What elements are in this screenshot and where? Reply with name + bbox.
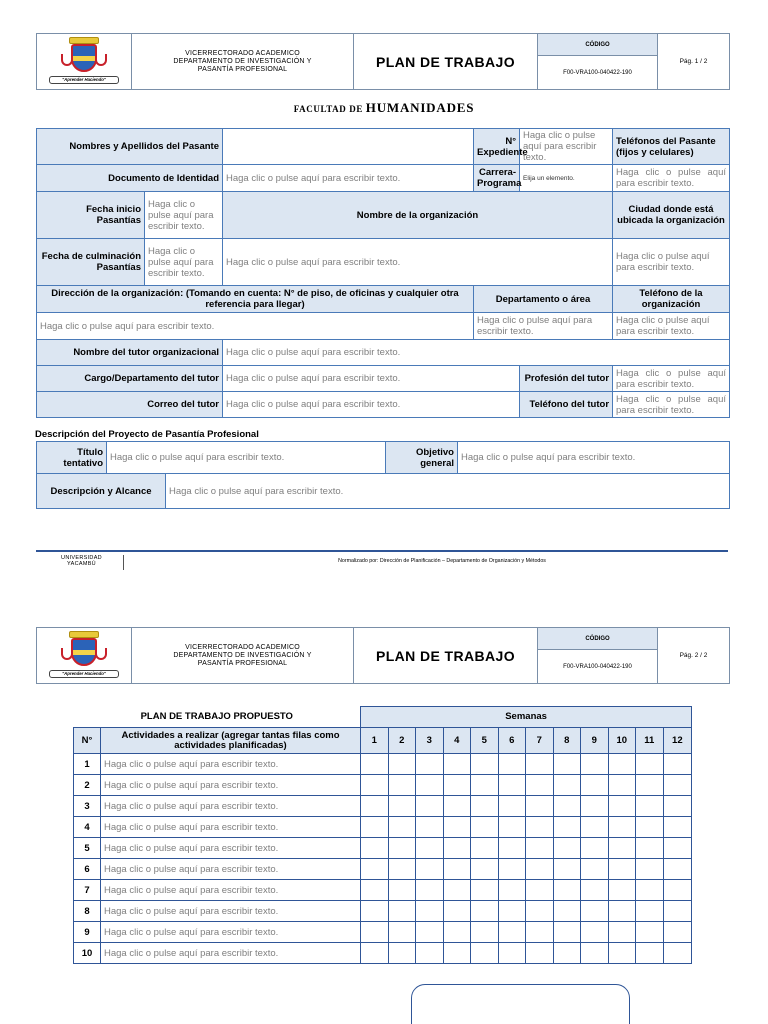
week-cell-6[interactable] [498,838,526,859]
week-cell-8[interactable] [553,838,581,859]
code-value: F00-VRA100-040422-190 [538,650,658,684]
row-number: 10 [74,943,101,964]
week-cell-2[interactable] [388,859,416,880]
week-cell-3[interactable] [416,880,444,901]
week-cell-7[interactable] [526,880,554,901]
alcance-field[interactable]: Haga clic o pulse aquí para escribir texto. [166,474,730,509]
activity-field[interactable]: Haga clic o pulse aquí para escribir texto. [101,880,361,901]
week-cell-11[interactable] [636,775,664,796]
week-cell-11[interactable] [636,754,664,775]
week-cell-12[interactable] [663,838,692,859]
activity-field[interactable]: Haga clic o pulse aquí para escribir texto. [101,754,361,775]
week-cell-5[interactable] [471,859,499,880]
department-name: VICERRECTORADO ACADEMICO DEPARTAMENTO DE INVESTIGACIÓN Y PASANTÍA PROFESIONAL [132,34,354,90]
faculty-heading: FACULTAD DE HUMANIDADES [293,100,475,115]
expediente-label: N° Expediente [474,129,520,165]
week-cell-12[interactable] [663,880,692,901]
week-cell-11[interactable] [636,922,664,943]
week-cell-2[interactable] [388,943,416,964]
week-cell-9[interactable] [581,838,609,859]
table-row [74,817,692,838]
activity-field[interactable]: Haga clic o pulse aquí para escribir texto. [101,901,361,922]
week-cell-7[interactable] [526,901,554,922]
expediente-field[interactable]: Haga clic o pulse aquí para escribir texto. [520,129,613,165]
table-row [74,880,692,901]
table-row [74,754,692,775]
week-cell-5[interactable] [471,880,499,901]
table-row [74,901,692,922]
week-cell-12[interactable] [663,817,692,838]
row-number: 5 [74,838,101,859]
logo-motto: "Aprender Haciendo" [49,670,119,678]
row-number: 2 [74,775,101,796]
fecha-inicio-label: Fecha inicio Pasantías [37,192,145,239]
titulo-field[interactable]: Haga clic o pulse aquí para escribir texto. [107,442,386,474]
week-cell-5[interactable] [471,817,499,838]
week-cell-11[interactable] [636,838,664,859]
fecha-inicio-field[interactable]: Haga clic o pulse aquí para escribir texto. [145,192,223,239]
alcance-label: Descripción y Alcance [37,474,166,509]
tutor-nombre-label: Nombre del tutor organizacional [37,340,223,366]
footer-university: UNIVERSIDAD YACAMBÚ [40,555,124,570]
ciudad-label: Ciudad donde está ubicada la organización [613,192,730,239]
week-cell-4[interactable] [443,838,471,859]
descripcion-section-title: Descripción del Proyecto de Pasantía Profesional [35,429,259,440]
week-cell-10[interactable] [608,838,636,859]
university-logo [53,36,115,88]
week-cell-10[interactable] [608,817,636,838]
week-cell-1[interactable] [361,922,389,943]
week-cell-6[interactable] [498,901,526,922]
footer-normalized-note: Normalizado por: Dirección de Planificación – Departamento de Organización y Métodos [338,558,546,564]
week-cell-2[interactable] [388,796,416,817]
week-cell-8[interactable] [553,880,581,901]
direccion-label: Dirección de la organización: (Tomando en cuenta: N° de piso, de oficinas y cualquier otra referencia para llegar) [37,286,474,313]
week-cell-12[interactable] [663,775,692,796]
document-title: PLAN DE TRABAJO [354,628,538,684]
objetivo-label: Objetivo general [386,442,458,474]
week-cell-2[interactable] [388,838,416,859]
row-number: 7 [74,880,101,901]
table-row [74,838,692,859]
page-footer [36,550,728,568]
code-label: CÓDIGO [538,34,658,56]
week-cell-9[interactable] [581,922,609,943]
table-row [74,775,692,796]
week-cell-10[interactable] [608,943,636,964]
week-cell-4[interactable] [443,775,471,796]
week-cell-11[interactable] [636,880,664,901]
week-cell-4[interactable] [443,817,471,838]
code-label: CÓDIGO [538,628,658,650]
week-cell-9[interactable] [581,817,609,838]
week-cell-11[interactable] [636,817,664,838]
intern-form [36,128,730,418]
week-cell-1[interactable] [361,901,389,922]
week-cell-1[interactable] [361,796,389,817]
week-header-6: 6 [498,728,526,754]
week-cell-9[interactable] [581,859,609,880]
week-cell-1[interactable] [361,880,389,901]
departamento-label: Departamento o área [474,286,613,313]
week-cell-1[interactable] [361,838,389,859]
week-cell-7[interactable] [526,796,554,817]
week-cell-9[interactable] [581,880,609,901]
week-cell-8[interactable] [553,796,581,817]
tutor-profesion-label: Profesión del tutor [520,366,613,392]
week-cell-2[interactable] [388,901,416,922]
week-cell-9[interactable] [581,943,609,964]
activity-field[interactable]: Haga clic o pulse aquí para escribir texto. [101,943,361,964]
week-header-2: 2 [388,728,416,754]
logo-motto: "Aprender Haciendo" [49,76,119,84]
row-number: 1 [74,754,101,775]
week-cell-1[interactable] [361,859,389,880]
week-cell-3[interactable] [416,754,444,775]
week-cell-8[interactable] [553,901,581,922]
organizacion-label: Nombre de la organización [223,192,613,239]
activity-field[interactable]: Haga clic o pulse aquí para escribir texto. [101,775,361,796]
activity-field[interactable]: Haga clic o pulse aquí para escribir texto. [101,922,361,943]
activity-field[interactable]: Haga clic o pulse aquí para escribir texto. [101,817,361,838]
row-number: 6 [74,859,101,880]
week-cell-4[interactable] [443,859,471,880]
week-cell-1[interactable] [361,943,389,964]
week-cell-8[interactable] [553,754,581,775]
work-plan-table [73,706,692,964]
tutor-correo-field[interactable]: Haga clic o pulse aquí para escribir texto. [223,392,520,418]
fecha-culminacion-label: Fecha de culminación Pasantías [37,239,145,286]
week-header-3: 3 [416,728,444,754]
direccion-field[interactable]: Haga clic o pulse aquí para escribir texto. [37,313,474,340]
week-cell-6[interactable] [498,817,526,838]
week-cell-12[interactable] [663,754,692,775]
row-number: 3 [74,796,101,817]
week-header-1: 1 [361,728,389,754]
week-cell-1[interactable] [361,775,389,796]
week-cell-12[interactable] [663,859,692,880]
tutor-cargo-label: Cargo/Departamento del tutor [37,366,223,392]
tutor-profesion-field[interactable]: Haga clic o pulse aquí para escribir texto. [613,366,730,392]
week-cell-7[interactable] [526,775,554,796]
logo-cell [37,628,132,684]
week-cell-10[interactable] [608,922,636,943]
row-number: 4 [74,817,101,838]
week-cell-10[interactable] [608,880,636,901]
telefonos-label: Teléfonos del Pasante (fijos y celulares) [613,129,730,165]
week-cell-3[interactable] [416,796,444,817]
week-cell-11[interactable] [636,901,664,922]
week-cell-11[interactable] [636,796,664,817]
week-header-8: 8 [553,728,581,754]
tutor-correo-label: Correo del tutor [37,392,223,418]
week-cell-4[interactable] [443,880,471,901]
week-cell-1[interactable] [361,817,389,838]
week-cell-1[interactable] [361,754,389,775]
week-header-7: 7 [526,728,554,754]
week-cell-6[interactable] [498,880,526,901]
week-cell-9[interactable] [581,796,609,817]
week-cell-10[interactable] [608,775,636,796]
tutor-nombre-field[interactable]: Haga clic o pulse aquí para escribir texto. [223,340,730,366]
week-cell-9[interactable] [581,754,609,775]
week-cell-8[interactable] [553,922,581,943]
week-cell-12[interactable] [663,796,692,817]
week-header-12: 12 [663,728,692,754]
week-cell-6[interactable] [498,943,526,964]
week-cell-9[interactable] [581,775,609,796]
week-cell-7[interactable] [526,754,554,775]
weeks-header: Semanas [361,707,692,728]
week-cell-6[interactable] [498,796,526,817]
week-cell-3[interactable] [416,901,444,922]
titulo-label: Título tentativo [37,442,107,474]
tutor-cargo-field[interactable]: Haga clic o pulse aquí para escribir texto. [223,366,520,392]
telefonos-field[interactable]: Haga clic o pulse aquí para escribir texto. [613,165,730,192]
week-cell-3[interactable] [416,775,444,796]
week-cell-5[interactable] [471,775,499,796]
university-logo [53,630,115,682]
week-cell-12[interactable] [663,922,692,943]
week-cell-8[interactable] [553,943,581,964]
page-number: Pág. 1 / 2 [658,34,730,90]
week-cell-2[interactable] [388,754,416,775]
week-cell-10[interactable] [608,796,636,817]
week-cell-7[interactable] [526,943,554,964]
activity-field[interactable]: Haga clic o pulse aquí para escribir texto. [101,796,361,817]
week-header-4: 4 [443,728,471,754]
code-value: F00-VRA100-040422-190 [538,56,658,90]
signature-box [411,984,630,1024]
department-name: VICERRECTORADO ACADEMICO DEPARTAMENTO DE INVESTIGACIÓN Y PASANTÍA PROFESIONAL [132,628,354,684]
week-cell-4[interactable] [443,922,471,943]
week-cell-2[interactable] [388,922,416,943]
page2-header [36,627,730,684]
alcance-form [36,473,730,509]
week-cell-10[interactable] [608,754,636,775]
table-row [74,796,692,817]
week-cell-9[interactable] [581,901,609,922]
telefono-org-label: Teléfono de la organización [613,286,730,313]
logo-banner [69,631,99,638]
week-cell-12[interactable] [663,901,692,922]
week-cell-3[interactable] [416,922,444,943]
week-cell-5[interactable] [471,922,499,943]
week-cell-2[interactable] [388,880,416,901]
week-cell-7[interactable] [526,922,554,943]
tutor-telefono-label: Teléfono del tutor [520,392,613,418]
week-cell-6[interactable] [498,922,526,943]
project-description-form [36,441,730,474]
telefono-org-field[interactable]: Haga clic o pulse aquí para escribir texto. [613,313,730,340]
week-cell-4[interactable] [443,943,471,964]
table-row [74,943,692,964]
week-cell-5[interactable] [471,943,499,964]
row-number: 8 [74,901,101,922]
week-cell-3[interactable] [416,943,444,964]
week-header-11: 11 [636,728,664,754]
week-cell-11[interactable] [636,859,664,880]
week-cell-6[interactable] [498,754,526,775]
week-cell-3[interactable] [416,817,444,838]
objetivo-field[interactable]: Haga clic o pulse aquí para escribir texto. [458,442,730,474]
week-cell-7[interactable] [526,817,554,838]
week-cell-10[interactable] [608,859,636,880]
week-cell-4[interactable] [443,754,471,775]
departamento-field[interactable]: Haga clic o pulse aquí para escribir texto. [474,313,613,340]
carrera-dropdown[interactable]: Elija un elemento. [520,165,613,192]
week-cell-8[interactable] [553,775,581,796]
documento-field[interactable]: Haga clic o pulse aquí para escribir texto. [223,165,474,192]
week-cell-5[interactable] [471,838,499,859]
row-number: 9 [74,922,101,943]
week-cell-5[interactable] [471,901,499,922]
documento-label: Documento de Identidad [37,165,223,192]
week-cell-7[interactable] [526,838,554,859]
week-header-10: 10 [608,728,636,754]
activity-field[interactable]: Haga clic o pulse aquí para escribir texto. [101,838,361,859]
activity-field[interactable]: Haga clic o pulse aquí para escribir texto. [101,859,361,880]
table-row [74,922,692,943]
page1-header [36,33,730,90]
activities-header: Actividades a realizar (agregar tantas filas como actividades planificadas) [101,728,361,754]
week-cell-5[interactable] [471,754,499,775]
week-cell-3[interactable] [416,859,444,880]
week-cell-4[interactable] [443,796,471,817]
week-header-5: 5 [471,728,499,754]
week-header-9: 9 [581,728,609,754]
week-cell-8[interactable] [553,859,581,880]
num-header: N° [74,728,101,754]
page-number: Pág. 2 / 2 [658,628,730,684]
logo-banner [69,37,99,44]
nombres-field[interactable] [223,129,474,165]
logo-cell [37,34,132,90]
week-cell-10[interactable] [608,901,636,922]
week-cell-2[interactable] [388,817,416,838]
week-cell-4[interactable] [443,901,471,922]
week-cell-3[interactable] [416,838,444,859]
ciudad-field[interactable]: Haga clic o pulse aquí para escribir texto. [613,239,730,286]
week-cell-2[interactable] [388,775,416,796]
nombres-label: Nombres y Apellidos del Pasante [37,129,223,165]
fecha-culminacion-field[interactable]: Haga clic o pulse aquí para escribir texto. [145,239,223,286]
week-cell-7[interactable] [526,859,554,880]
week-cell-8[interactable] [553,817,581,838]
week-cell-5[interactable] [471,796,499,817]
table-row [74,859,692,880]
document-title: PLAN DE TRABAJO [354,34,538,90]
plan-title: PLAN DE TRABAJO PROPUESTO [140,711,293,723]
week-cell-12[interactable] [663,943,692,964]
week-cell-6[interactable] [498,775,526,796]
week-cell-11[interactable] [636,943,664,964]
organizacion-field[interactable]: Haga clic o pulse aquí para escribir texto. [223,239,613,286]
carrera-label: Carrera-Programa [474,165,520,192]
week-cell-6[interactable] [498,859,526,880]
tutor-telefono-field[interactable]: Haga clic o pulse aquí para escribir texto. [613,392,730,418]
